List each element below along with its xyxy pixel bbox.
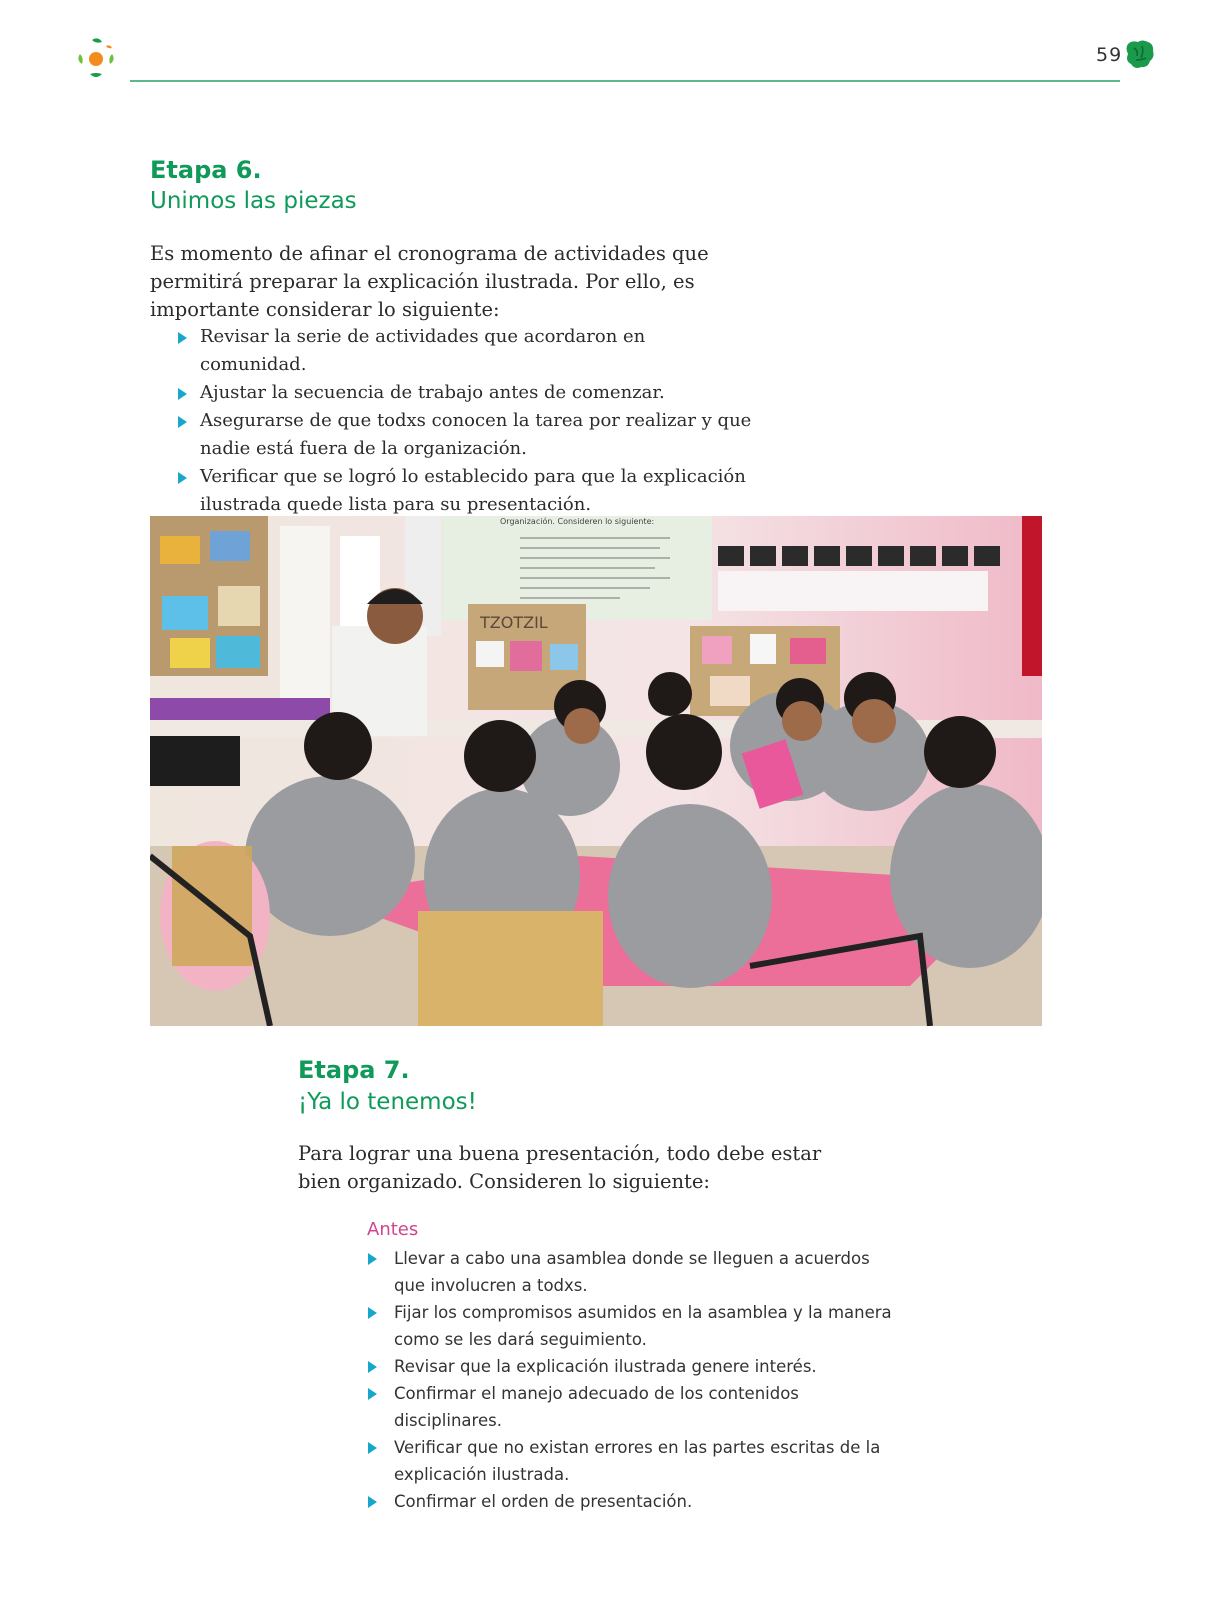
list-item: Confirmar el manejo adecuado de los contenidos disciplinares.: [366, 1380, 906, 1434]
triangle-bullet-icon: [368, 1361, 377, 1373]
triangle-bullet-icon: [178, 332, 187, 344]
list-item: Verificar que se logró lo establecido para que la explicación ilustrada quede lista para su presentación.: [176, 463, 756, 519]
etapa-6-subtitle: Unimos las piezas: [150, 188, 357, 214]
list-item: Revisar la serie de actividades que acordaron en comunidad.: [176, 323, 756, 379]
logo-icon: [72, 32, 124, 84]
etapa-7-title: Etapa 7.: [298, 1056, 410, 1084]
triangle-bullet-icon: [368, 1253, 377, 1265]
triangle-bullet-icon: [178, 416, 187, 428]
list-item: Asegurarse de que todxs conocen la tarea por realizar y que nadie está fuera de la organización.: [176, 407, 756, 463]
triangle-bullet-icon: [368, 1307, 377, 1319]
list-item: Llevar a cabo una asamblea donde se lleguen a acuerdos que involucren a todxs.: [366, 1245, 906, 1299]
list-item: Fijar los compromisos asumidos en la asamblea y la manera como se les dará seguimiento.: [366, 1299, 906, 1353]
triangle-bullet-icon: [368, 1388, 377, 1400]
etapa-7-intro: Para lograr una buena presentación, todo debe estar bien organizado. Consideren lo siguiente:: [298, 1142, 822, 1193]
etapa-7-subtitle: ¡Ya lo tenemos!: [298, 1089, 477, 1115]
triangle-bullet-icon: [368, 1442, 377, 1454]
etapa-7-list: [366, 1245, 906, 1515]
triangle-bullet-icon: [368, 1496, 377, 1508]
classroom-photo: [150, 516, 1042, 1026]
poster-title-text: TZOTZIL: [480, 613, 548, 632]
etapa-6-intro: Es momento de afinar el cronograma de actividades que permitirá preparar la explicación ilustrada. Por ello, es importante considerar lo siguiente:: [150, 242, 709, 321]
etapa-6-list: [176, 323, 756, 519]
board-heading-text: Organización. Consideren lo siguiente:: [500, 517, 655, 526]
triangle-bullet-icon: [178, 388, 187, 400]
triangle-bullet-icon: [178, 472, 187, 484]
list-item: Revisar que la explicación ilustrada genere interés.: [366, 1353, 906, 1380]
list-item: Ajustar la secuencia de trabajo antes de comenzar.: [176, 379, 756, 407]
etapa-6-title: Etapa 6.: [150, 156, 262, 184]
list-item: Confirmar el orden de presentación.: [366, 1488, 906, 1515]
corner-emblem-icon: [1124, 38, 1156, 72]
header-rule: [130, 80, 1120, 82]
list-item: Verificar que no existan errores en las partes escritas de la explicación ilustrada.: [366, 1434, 906, 1488]
page-number: 59: [1096, 44, 1123, 66]
antes-label: Antes: [367, 1219, 419, 1240]
